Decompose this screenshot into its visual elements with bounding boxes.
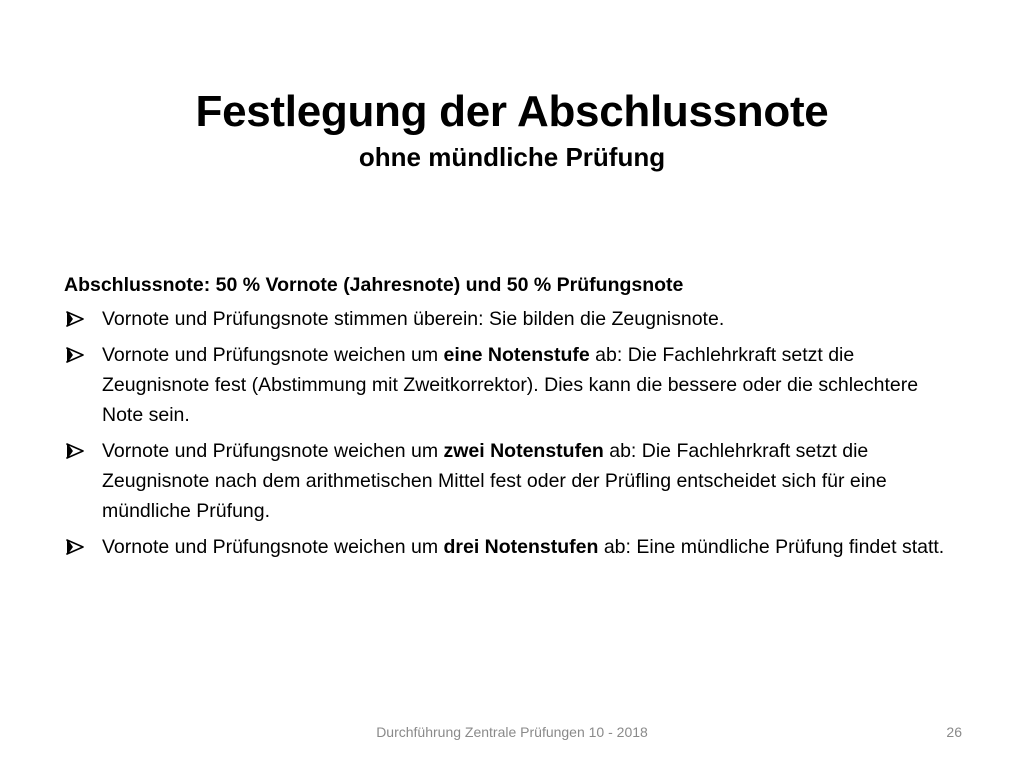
title-block [0,86,1024,174]
arrowhead-bullet-icon [66,436,86,466]
bullet-text: Vornote und Prüfungsnote stimmen überein: Sie bilden die Zeugnisnote. [102,308,725,330]
arrowhead-bullet-icon [66,340,86,370]
slide-title: Festlegung der Abschlussnote [195,87,829,136]
bullet-item-3 [64,436,964,526]
intro-line: Abschlussnote: 50 % Vornote (Jahresnote) und 50 % Prüfungsnote [64,274,684,296]
bullet-text-pre: Vornote und Prüfungsnote weichen um [102,344,444,366]
page-number: 26 [946,724,962,740]
bullet-item-2 [64,340,964,430]
bullet-text-pre: Vornote und Prüfungsnote weichen um [102,536,444,558]
slide-subtitle: ohne mündliche Prüfung [358,142,666,172]
bullet-text-post: ab: Die Fachlehrkraft setzt die Zeugnisnote fest (Abstimmung mit Zweitkorrektor). Dies kann die bessere oder die schlechtere Note sein. [102,344,919,426]
arrowhead-bullet-icon [66,532,86,562]
bullet-emphasis: drei Notenstufen [443,536,599,558]
arrowhead-bullet-icon [66,304,86,334]
slide-body [64,270,964,568]
bullet-item-4 [64,532,964,562]
bullet-text-post: ab: Die Fachlehrkraft setzt die Zeugnisnote nach dem arithmetischen Mittel fest oder der Prüfling entscheidet sich für eine mündliche Prüfung. [102,440,887,522]
bullet-emphasis: eine Notenstufe [443,344,590,366]
bullet-text-post: ab: Eine mündliche Prüfung findet statt. [598,536,945,558]
bullet-item-1 [64,304,964,334]
bullet-text-pre: Vornote und Prüfungsnote weichen um [102,440,444,462]
bullet-emphasis: zwei Notenstufen [443,440,604,462]
footer-text: Durchführung Zentrale Prüfungen 10 - 2018 [376,724,648,740]
